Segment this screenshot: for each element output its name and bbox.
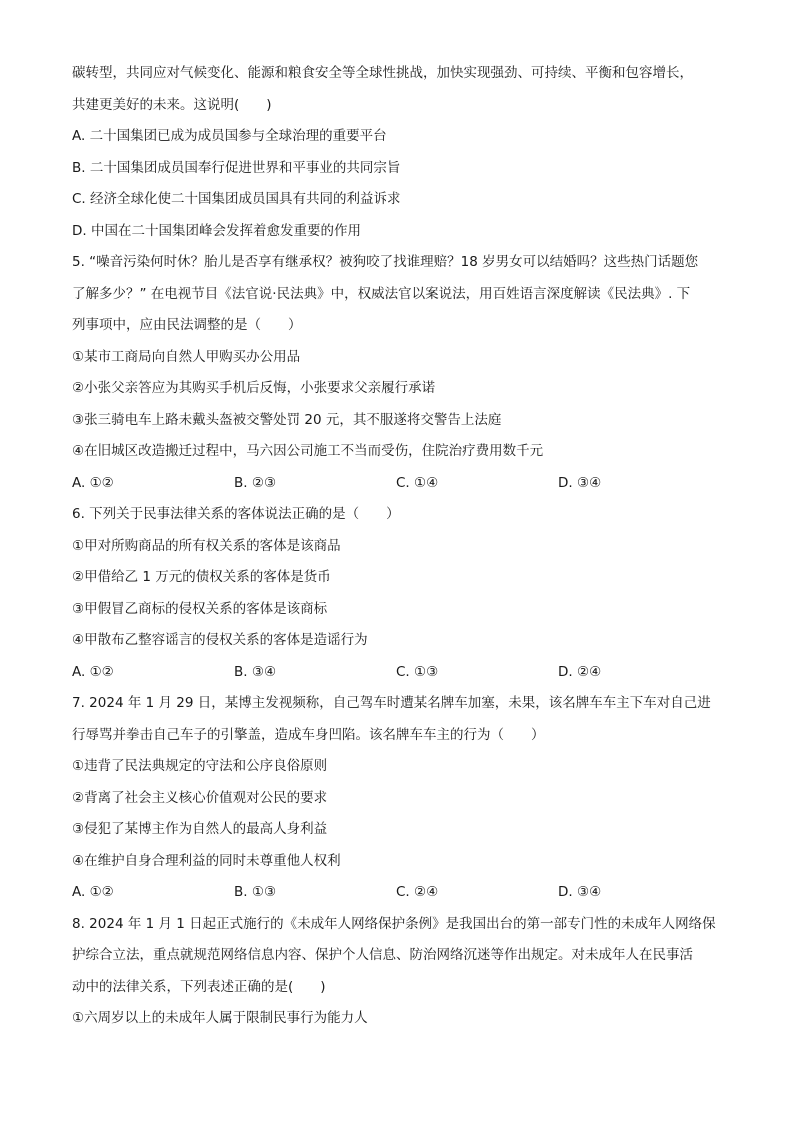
question-4 <box>72 58 724 247</box>
q8-stem-line-2: 护综合立法，重点就规范网络信息内容、保护个人信息、防治网络沉迷等作出规定。对未成年人在民事活 <box>72 947 693 963</box>
q5-item-2: ②小张父亲答应为其购买手机后反悔，小张要求父亲履行承诺 <box>72 380 436 396</box>
q5-choice-a: A. ①② <box>72 474 114 491</box>
q7-item-2: ②背离了社会主义核心价值观对公民的要求 <box>72 789 328 806</box>
q5-choices <box>72 468 724 500</box>
q6-choice-b: B. ③④ <box>234 663 277 680</box>
q7-choice-c: C. ②④ <box>396 884 439 900</box>
q8-item-1: ①六周岁以上的未成年人属于限制民事行为能力人 <box>72 1010 368 1026</box>
q7-choices <box>72 877 724 909</box>
q4-option-c: C. 经济全球化使二十国集团成员国具有共同的利益诉求 <box>72 191 401 207</box>
q7-item-4: ④在维护自身合理利益的同时未尊重他人权利 <box>72 852 341 869</box>
q8-stem-line-1: 8. 2024 年 1 月 1 日起正式施行的《未成年人网络保护条例》是我国出台的第一部专门性的未成年人网络保 <box>72 915 716 932</box>
q4-stem-line-1: 碳转型，共同应对气候变化、能源和粮食安全等全球性挑战，加快实现强劲、可持续、平衡和包容增长， <box>72 65 693 81</box>
q5-choice-d: D. ③④ <box>558 474 602 491</box>
q5-stem-line-2: 了解多少？” 在电视节目《法官说·民法典》中，权威法官以案说法，用百姓语言深度解读《民法典》. 下 <box>72 285 691 302</box>
q4-stem-line-2: 共建更美好的未来。这说明( ) <box>72 96 272 113</box>
q6-stem: 6. 下列关于民事法律关系的客体说法正确的是（ ） <box>72 506 400 522</box>
q7-stem-line-2: 行辱骂并拳击自己车子的引擎盖，造成车身凹陷。该名牌车车主的行为（ ） <box>72 726 545 743</box>
q6-item-2: ②甲借给乙 1 万元的债权关系的客体是货币 <box>72 569 331 585</box>
q8-stem-line-3: 动中的法律关系，下列表述正确的是( ) <box>72 978 326 995</box>
question-6 <box>72 499 724 688</box>
q5-item-1: ①某市工商局向自然人甲购买办公用品 <box>72 348 301 365</box>
q4-option-a: A. 二十国集团已成为成员国参与全球治理的重要平台 <box>72 128 387 144</box>
q5-stem-line-1: 5. “噪音污染何时休？胎儿是否享有继承权？被狗咬了找谁理赔？18 岁男女可以结婚吗？这些热门话题您 <box>72 254 699 270</box>
q6-item-3: ③甲假冒乙商标的侵权关系的客体是该商标 <box>72 600 328 617</box>
question-5 <box>72 247 724 499</box>
q7-stem-line-1: 7. 2024 年 1 月 29 日，某博主发视频称，自己驾车时遭某名牌车加塞，未果，该名牌车车主下车对自己进 <box>72 695 711 711</box>
exam-page <box>72 58 724 1035</box>
q7-choice-d: D. ③④ <box>558 884 602 900</box>
q6-choice-c: C. ①③ <box>396 663 439 680</box>
q5-choice-c: C. ①④ <box>396 474 439 491</box>
q4-option-d: D. 中国在二十国集团峰会发挥着愈发重要的作用 <box>72 222 361 239</box>
question-7 <box>72 688 724 909</box>
q6-choices <box>72 657 724 689</box>
q6-choice-a: A. ①② <box>72 663 114 680</box>
q7-choice-a: A. ①② <box>72 884 114 900</box>
q7-item-3: ③侵犯了某博主作为自然人的最高人身利益 <box>72 821 328 837</box>
q6-item-4: ④甲散布乙整容谣言的侵权关系的客体是造谣行为 <box>72 632 368 648</box>
question-8 <box>72 909 724 1035</box>
q5-stem-line-3: 列事项中，应由民法调整的是（ ） <box>72 317 302 333</box>
q6-choice-d: D. ②④ <box>558 663 602 680</box>
q5-choice-b: B. ②③ <box>234 474 277 491</box>
q5-item-3: ③张三骑电车上路未戴头盔被交警处罚 20 元，其不服遂将交警告上法庭 <box>72 411 502 428</box>
q4-option-b: B. 二十国集团成员国奉行促进世界和平事业的共同宗旨 <box>72 159 401 176</box>
q6-item-1: ①甲对所购商品的所有权关系的客体是该商品 <box>72 537 341 554</box>
q5-item-4: ④在旧城区改造搬迁过程中，马六因公司施工不当而受伤，住院治疗费用数千元 <box>72 443 544 459</box>
q7-item-1: ①违背了民法典规定的守法和公序良俗原则 <box>72 758 328 774</box>
q7-choice-b: B. ①③ <box>234 884 277 900</box>
